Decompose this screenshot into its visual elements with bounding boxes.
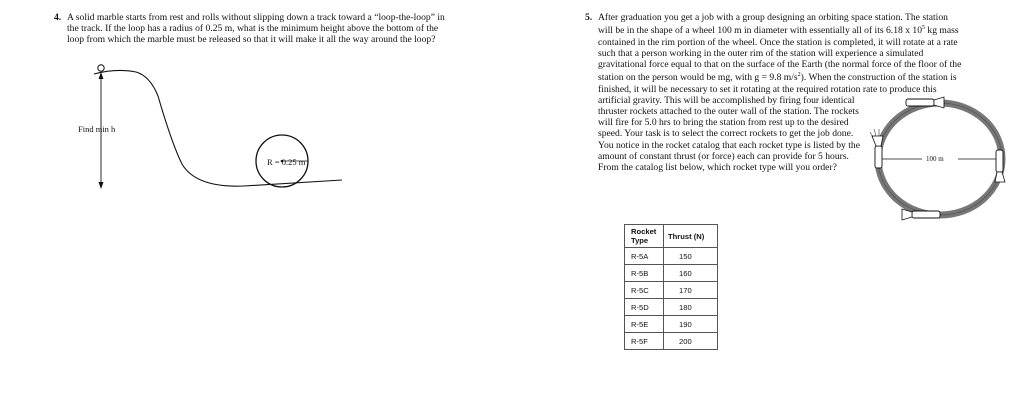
cell-thrust: 160	[664, 265, 718, 282]
header-rocket-type: Rocket Type	[625, 225, 664, 248]
thruster-bottom-icon	[912, 211, 940, 218]
cell-type: R-5F	[625, 333, 664, 350]
cell-thrust: 190	[664, 316, 718, 333]
find-min-h-label: Find min h	[78, 124, 116, 134]
thruster-right-icon	[996, 150, 1003, 172]
cell-thrust: 200	[664, 333, 718, 350]
cell-thrust: 170	[664, 282, 718, 299]
cell-type: R-5B	[625, 265, 664, 282]
diameter-label: 100 m	[926, 155, 944, 163]
cell-type: R-5D	[625, 299, 664, 316]
marble-icon	[98, 65, 104, 71]
thruster-left-icon	[875, 146, 882, 168]
problem-5-number: 5.	[585, 12, 593, 23]
header-thrust: Thrust (N)	[664, 225, 718, 248]
rocket-catalog-table	[624, 224, 718, 350]
problem-4-number: 4.	[54, 12, 62, 23]
problem-5-text-narrow: artificial gravity. This will be accomplished by firing four identical thruster rockets attached to the outer wall of the station. The rockets will fire for 5.0 hrs to bring the station from rest up to the desired speed. Your task is to select the correct rockets to get the job done. You notice in the rocket catalog that each rocket type is listed by the amount of constant thrust (or force) each can provide for 5 hours. From the catalog list below, which rocket type will you order?	[598, 94, 860, 174]
table-row	[625, 316, 718, 333]
problem-5-text: After graduation you get a job with a group designing an orbiting space station. The station will be in the shape of a wheel 100 m in diameter with essentially all of its 6.18 x $10^5$ kg mass contained in the rim portion of the wheel. Once the station is completed, it will rotate at a rate such that a person working in the outer rim of the station will experience a simulated gravitational force equal to that on the surface of the Earth (the normal force of the floor of the station on the person would be mg, with g = 9.8 $m/s^2$). When the construction of the station is finished, it will be necessary to set it rotating at the required rotation rate to produce this artificial gravity. This will be accomplished by firing four identical thruster rockets attached to the outer wall of the station. The rockets will fire for 5.0 hrs to bring the station from rest up to the desired speed. Your task is to select the correct rockets to get the job done. You notice in the rocket catalog that each rocket type is listed by the amount of constant thrust (or force) each can provide for 5 hours. From the catalog list below, which rocket type will you order?	[598, 12, 962, 174]
table-row	[625, 299, 718, 316]
table-row	[625, 248, 718, 265]
cell-type: R-5C	[625, 282, 664, 299]
table-row	[625, 265, 718, 282]
cell-type: R-5E	[625, 316, 664, 333]
track-line	[94, 70, 342, 186]
cell-thrust: 150	[664, 248, 718, 265]
height-arrow-bottom-head	[99, 182, 104, 189]
thruster-top-icon	[906, 99, 934, 106]
problem-4-text: A solid marble starts from rest and rolls without slipping down a track toward a “loop-the-loop” in the track. If the loop has a radius of 0.25 m, what is the minimum height above the bottom of the loop from which the marble must be released so that it will make it all the way around the loop?	[67, 12, 445, 46]
table-row	[625, 282, 718, 299]
radius-label: R = 0.25 m	[267, 157, 306, 167]
table-row	[625, 333, 718, 350]
problem-4	[54, 12, 454, 46]
cell-thrust: 180	[664, 299, 718, 316]
table-header-row	[625, 225, 718, 248]
cell-type: R-5A	[625, 248, 664, 265]
